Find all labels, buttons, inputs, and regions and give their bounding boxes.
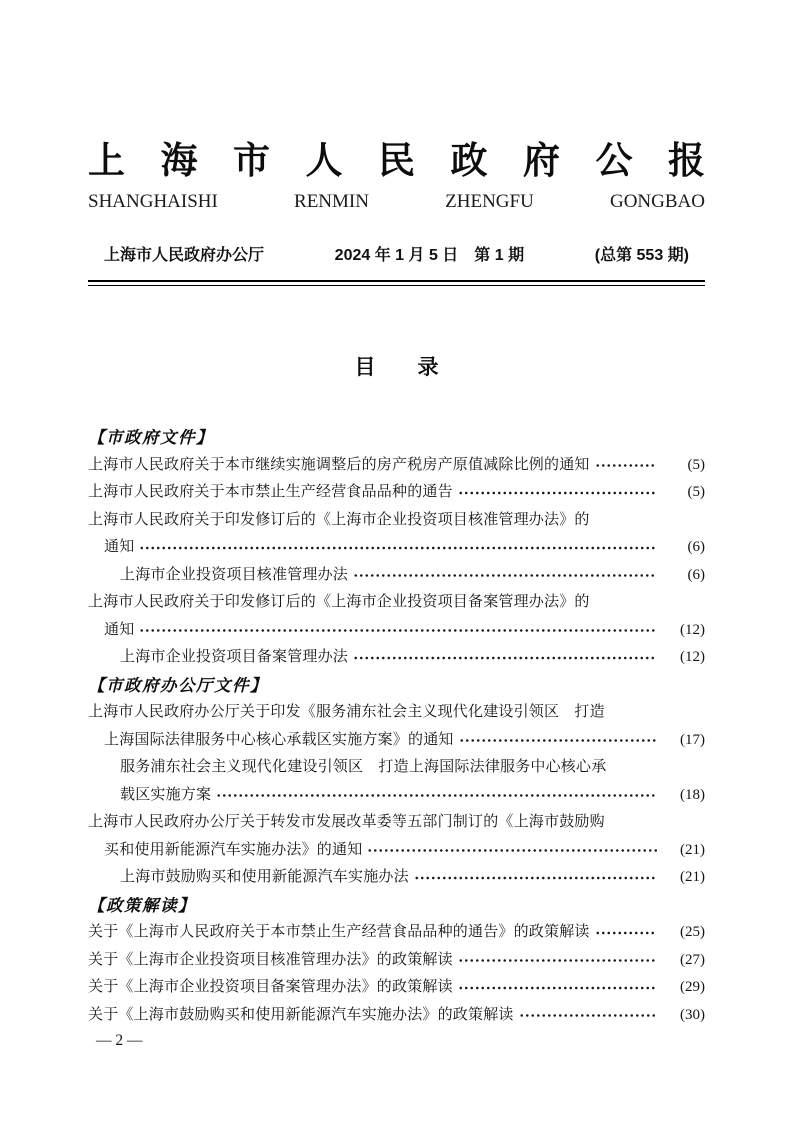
issue-info-bar — [88, 246, 705, 266]
dot-leader — [139, 534, 657, 562]
masthead — [88, 142, 705, 286]
toc — [88, 424, 705, 1029]
toc-entry-continuation — [88, 754, 705, 782]
toc-entry-text: 服务浦东社会主义现代化建设引领区 打造上海国际法律服务中心核心承 — [120, 759, 607, 775]
toc-page-number: (27) — [680, 951, 705, 968]
toc-entry-text: 上海市人民政府关于印发修订后的《上海市企业投资项目核准管理办法》的 — [88, 511, 590, 528]
toc-section-heading: 【市政府文件】 — [88, 428, 214, 447]
pinyin-word: ZHENGFU — [445, 191, 534, 212]
toc-page-number: (12) — [680, 621, 705, 638]
gazette-title — [88, 142, 705, 182]
dot-leader — [216, 782, 657, 810]
toc-entry-text: 上海市人民政府办公厅关于转发市发展改革委等五部门制订的《上海市鼓励购 — [88, 814, 605, 830]
toc-entry — [88, 617, 705, 645]
toc-entry — [88, 837, 705, 865]
dot-leader — [519, 1002, 657, 1030]
gazette-title-char: 公 — [595, 141, 633, 182]
toc-page-number: (12) — [680, 649, 705, 665]
toc-entry-text: 关于《上海市鼓励购买和使用新能源汽车实施办法》的政策解读 — [88, 1006, 514, 1023]
pinyin-word: GONGBAO — [609, 191, 705, 212]
dot-leader — [367, 837, 657, 865]
toc-title: 目 录 — [354, 355, 439, 379]
dot-leader — [459, 727, 657, 755]
toc-entry-text: 上海市企业投资项目备案管理办法 — [120, 649, 349, 665]
toc-entry — [88, 947, 705, 975]
toc-page-number: (21) — [680, 869, 705, 885]
toc-entry-continuation — [88, 699, 705, 727]
toc-section-heading: 【市政府办公厅文件】 — [88, 675, 268, 695]
page-number-footer: — 2 — — [96, 1032, 143, 1049]
gazette-title-pinyin — [88, 190, 705, 214]
toc-entry-text: 上海市人民政府办公厅关于印发《服务浦东社会主义现代化建设引领区 打造 — [88, 704, 605, 720]
toc-entry-text: 上海市人民政府关于本市继续实施调整后的房产税房产原值减除比例的通知 — [88, 456, 590, 473]
toc-entry-text: 关于《上海市企业投资项目核准管理办法》的政策解读 — [88, 951, 453, 968]
pinyin-word: SHANGHAISHI — [88, 191, 218, 212]
toc-entry — [88, 479, 705, 507]
masthead-divider — [88, 280, 705, 286]
toc-entry — [88, 562, 705, 590]
gazette-title-char: 政 — [450, 141, 488, 182]
toc-entry — [88, 452, 705, 480]
toc-page-number: (6) — [687, 539, 705, 555]
toc-page-number: (17) — [680, 731, 705, 748]
gazette-title-char: 市 — [233, 141, 270, 182]
toc-entry-text: 上海市人民政府关于本市禁止生产经营食品品种的通告 — [88, 484, 453, 500]
toc-entry — [88, 919, 705, 947]
toc-page-number: (5) — [687, 456, 705, 473]
toc-entry-continuation — [88, 589, 705, 617]
toc-entry-text: 上海市人民政府关于印发修订后的《上海市企业投资项目备案管理办法》的 — [88, 594, 590, 610]
toc-entry — [88, 974, 705, 1002]
gazette-title-char: 人 — [305, 141, 343, 182]
dot-leader — [458, 947, 657, 975]
toc-section-heading: 【政策解读】 — [88, 895, 196, 915]
toc-entry-text: 关于《上海市企业投资项目备案管理办法》的政策解读 — [88, 979, 453, 995]
toc-page-number: (5) — [687, 484, 705, 500]
toc-page-number: (29) — [680, 979, 705, 995]
pinyin-word: RENMIN — [294, 191, 369, 212]
toc-entry — [88, 534, 705, 562]
gazette-title-char: 海 — [160, 141, 198, 182]
toc-page-number: (25) — [680, 924, 705, 940]
cumulative-issue-number: (总第 553 期) — [594, 247, 689, 264]
toc-entry — [88, 1002, 705, 1030]
toc-entry-text: 买和使用新能源汽车实施办法》的通知 — [104, 841, 363, 858]
toc-entry-continuation — [88, 507, 705, 535]
dot-leader — [353, 644, 657, 672]
dot-leader — [414, 864, 657, 892]
toc-entry — [88, 644, 705, 672]
toc-entry-text: 关于《上海市人民政府关于本市禁止生产经营食品品种的通告》的政策解读 — [88, 924, 590, 940]
toc-entry — [88, 782, 705, 810]
issue-date-number: 2024 年 1 月 5 日 第 1 期 — [334, 247, 525, 264]
toc-entry-text: 上海市鼓励购买和使用新能源汽车实施办法 — [120, 869, 409, 885]
toc-entry-continuation — [88, 809, 705, 837]
dot-leader — [458, 974, 657, 1002]
dot-leader — [458, 479, 657, 507]
toc-entry-text: 上海市企业投资项目核准管理办法 — [120, 566, 349, 583]
gazette-title-char: 上 — [88, 141, 125, 182]
toc-entry — [88, 727, 705, 755]
toc-page-number: (6) — [687, 566, 705, 583]
dot-leader — [139, 617, 657, 645]
dot-leader — [595, 919, 657, 947]
toc-entry-text: 通知 — [104, 539, 135, 555]
toc-page-number: (21) — [680, 841, 705, 858]
gazette-title-char: 报 — [668, 141, 705, 182]
toc-entry — [88, 864, 705, 892]
dot-leader — [595, 452, 657, 480]
issuing-office: 上海市人民政府办公厅 — [104, 247, 265, 264]
toc-entry-text: 载区实施方案 — [120, 786, 212, 803]
toc-entry-text: 通知 — [104, 621, 135, 638]
dot-leader — [353, 562, 657, 590]
toc-page-number: (30) — [680, 1006, 705, 1023]
gazette-title-char: 府 — [523, 141, 560, 182]
toc-page-number: (18) — [680, 786, 705, 803]
toc-entry-text: 上海国际法律服务中心核心承载区实施方案》的通知 — [104, 731, 454, 748]
gazette-title-char: 民 — [378, 141, 415, 182]
